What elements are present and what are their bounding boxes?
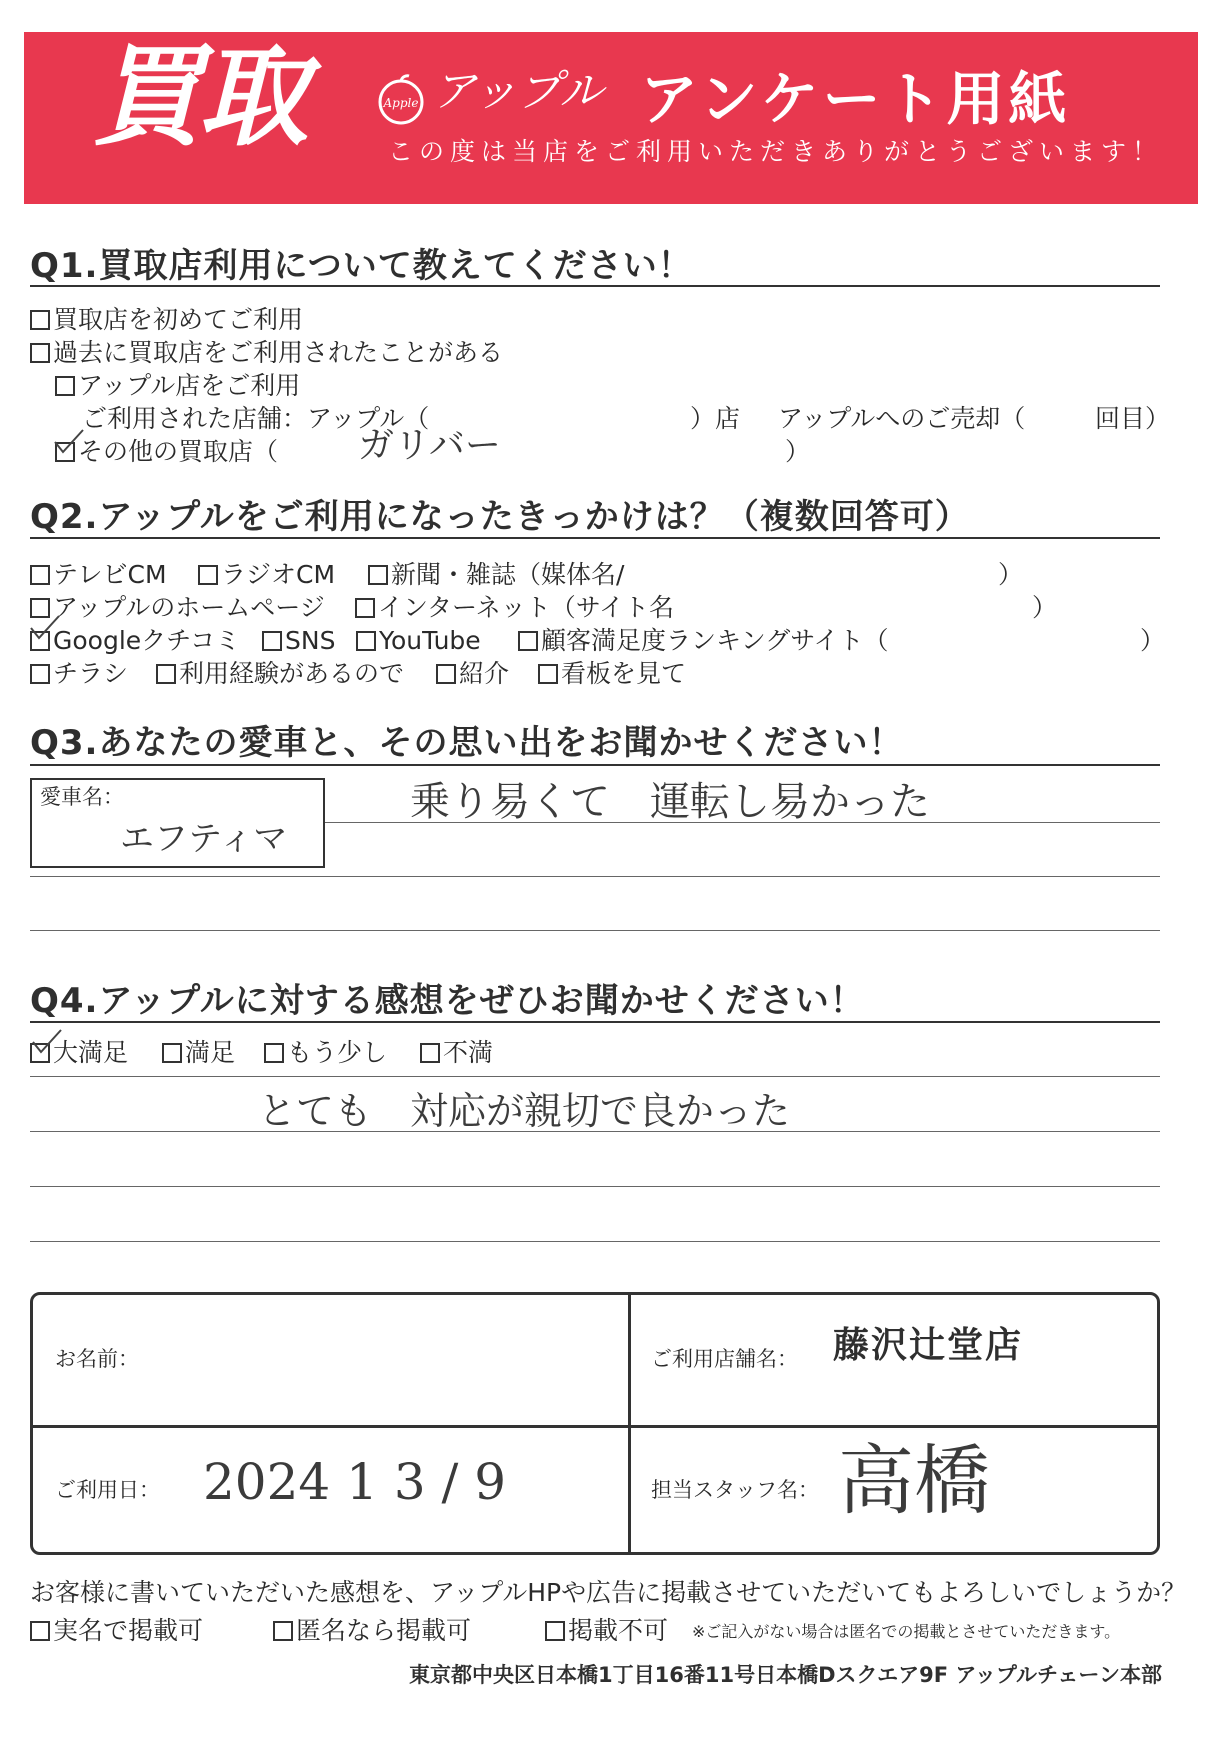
q2-signboard-option[interactable]: 看板を見て	[538, 661, 686, 686]
checkbox[interactable]	[198, 565, 218, 585]
page-title: アンケート用紙	[640, 65, 1071, 133]
sale-count-prefix: アップルへのご売却（	[778, 404, 1026, 433]
checkbox[interactable]	[156, 664, 176, 684]
q2-internet-option[interactable]: インターネット（サイト名	[355, 595, 674, 620]
comment-line	[30, 1076, 1160, 1077]
checkbox[interactable]	[355, 598, 375, 618]
consent-not-allowed-option[interactable]: 掲載不可	[545, 1618, 668, 1643]
checkbox[interactable]	[262, 631, 282, 651]
q2-experience-option[interactable]: 利用経験があるので	[156, 661, 404, 686]
customer-info-box	[30, 1292, 1160, 1555]
checkbox[interactable]	[162, 1043, 182, 1063]
q1-apple-store-option[interactable]: アップル店をご利用	[55, 373, 300, 398]
apple-logo-icon	[375, 74, 427, 126]
memory-line	[30, 876, 1160, 877]
consent-question: お客様に書いていただいた感想を、アップルHPや広告に掲載させていただいてもよろしいでしょうか？	[30, 1578, 1187, 1607]
q2-sns-option[interactable]: SNS	[262, 628, 335, 653]
consent-note: ※ご記入がない場合は匿名での掲載とさせていただきます。	[692, 1622, 1121, 1641]
info-divider-horizontal	[33, 1425, 1157, 1428]
footer-address: 東京都中央区日本橋1丁目16番11号日本橋Dスクエア9F アップルチェーン本部	[409, 1663, 1162, 1687]
newspaper-close: ）	[998, 560, 1024, 589]
ranking-close: ）	[1140, 626, 1166, 655]
date-label: ご利用日：	[55, 1478, 160, 1502]
store-label: ご利用店舗名：	[651, 1347, 798, 1371]
comment-line	[30, 1186, 1160, 1187]
checkmark-icon	[30, 1028, 64, 1056]
q2-homepage-option[interactable]: アップルのホームページ	[30, 595, 325, 620]
comment-line	[30, 1241, 1160, 1242]
staff-handwritten[interactable]: 高橋	[838, 1436, 990, 1525]
checkbox[interactable]	[55, 376, 75, 396]
internet-close: ）	[1032, 593, 1058, 622]
q2-youtube-option[interactable]: YouTube	[356, 628, 481, 653]
checkbox[interactable]	[368, 565, 388, 585]
q2-newspaper-option[interactable]: 新聞・雑誌（媒体名/	[368, 562, 624, 587]
q2-ranking-option[interactable]: 顧客満足度ランキングサイト（	[518, 628, 889, 653]
q1-other-store-option[interactable]: その他の買取店（	[55, 439, 278, 464]
q4-heading: Q4.アップルに対する感想をぜひお聞かせください！	[30, 981, 865, 1021]
q1-divider	[30, 285, 1160, 287]
memory-handwritten[interactable]: 乗り易くて 運転し易かった	[410, 779, 930, 825]
q3-divider	[30, 764, 1160, 766]
comment-line	[30, 1131, 1160, 1132]
brand-name: アップル	[432, 66, 604, 117]
q2-tv-cm-option[interactable]: テレビCM	[30, 562, 167, 587]
other-store-handwritten: ガリバー	[358, 425, 501, 466]
name-label: お名前：	[55, 1347, 139, 1371]
q1-heading: Q1.買取店利用について教えてください！	[30, 246, 693, 286]
checkmark-icon	[52, 428, 86, 456]
checkbox[interactable]	[420, 1043, 440, 1063]
logo-kanji: 買取	[92, 33, 304, 161]
sale-count-suffix: 回目）	[1095, 404, 1171, 433]
date-handwritten[interactable]: 2024 1 3 / 9	[203, 1453, 507, 1511]
checkbox[interactable]	[30, 310, 50, 330]
other-store-close: ）	[785, 437, 811, 466]
q4-dissatisfied-option[interactable]: 不満	[420, 1040, 493, 1065]
staff-label: 担当スタッフ名：	[651, 1478, 819, 1502]
q1-first-time-option[interactable]: 買取店を初めてご利用	[30, 307, 303, 332]
info-divider-vertical	[628, 1295, 631, 1552]
car-name-handwritten[interactable]: エフティマ	[120, 819, 288, 859]
memory-line	[30, 930, 1160, 931]
q2-divider	[30, 537, 1160, 539]
q2-heading: Q2.アップルをご利用になったきっかけは？（複数回答可）	[30, 497, 970, 537]
consent-anonymous-option[interactable]: 匿名なら掲載可	[273, 1618, 471, 1643]
comment-handwritten[interactable]: とても 対応が親切で良かった	[258, 1089, 791, 1133]
checkbox[interactable]	[436, 664, 456, 684]
checkbox[interactable]	[30, 565, 50, 585]
checkmark-icon	[28, 614, 62, 642]
checkbox[interactable]	[545, 1621, 565, 1641]
checkbox[interactable]	[30, 664, 50, 684]
q4-satisfied-option[interactable]: 満足	[162, 1040, 235, 1065]
memory-line	[325, 822, 1160, 823]
q3-heading: Q3.あなたの愛車と、その思い出をお聞かせください！	[30, 723, 904, 763]
logo-mark-text: Apple	[383, 96, 419, 110]
store-used-suffix: ）店	[690, 404, 741, 433]
consent-real-name-option[interactable]: 実名で掲載可	[30, 1618, 203, 1643]
car-name-label: 愛車名：	[40, 785, 124, 809]
q2-google-option[interactable]: Googleクチコミ	[30, 628, 240, 653]
store-stamp: 藤沢辻堂店	[833, 1325, 1024, 1366]
checkbox[interactable]	[356, 631, 376, 651]
checkbox[interactable]	[273, 1621, 293, 1641]
checkbox[interactable]	[518, 631, 538, 651]
checkbox[interactable]	[30, 1621, 50, 1641]
q2-flyer-option[interactable]: チラシ	[30, 661, 128, 686]
q4-very-satisfied-option[interactable]: 大満足	[30, 1040, 128, 1065]
q4-divider	[30, 1021, 1160, 1023]
checkbox[interactable]	[538, 664, 558, 684]
q2-referral-option[interactable]: 紹介	[436, 661, 509, 686]
checkbox[interactable]	[264, 1043, 284, 1063]
store-used-prefix: ご利用された店舗：アップル（	[82, 404, 430, 433]
q1-used-before-option[interactable]: 過去に買取店をご利用されたことがある	[30, 340, 503, 365]
page-subtitle: この度は当店をご利用いただきありがとうございます！	[388, 137, 1164, 166]
q4-could-be-better-option[interactable]: もう少し	[264, 1040, 387, 1065]
q2-radio-cm-option[interactable]: ラジオCM	[198, 562, 335, 587]
checkbox[interactable]	[30, 343, 50, 363]
